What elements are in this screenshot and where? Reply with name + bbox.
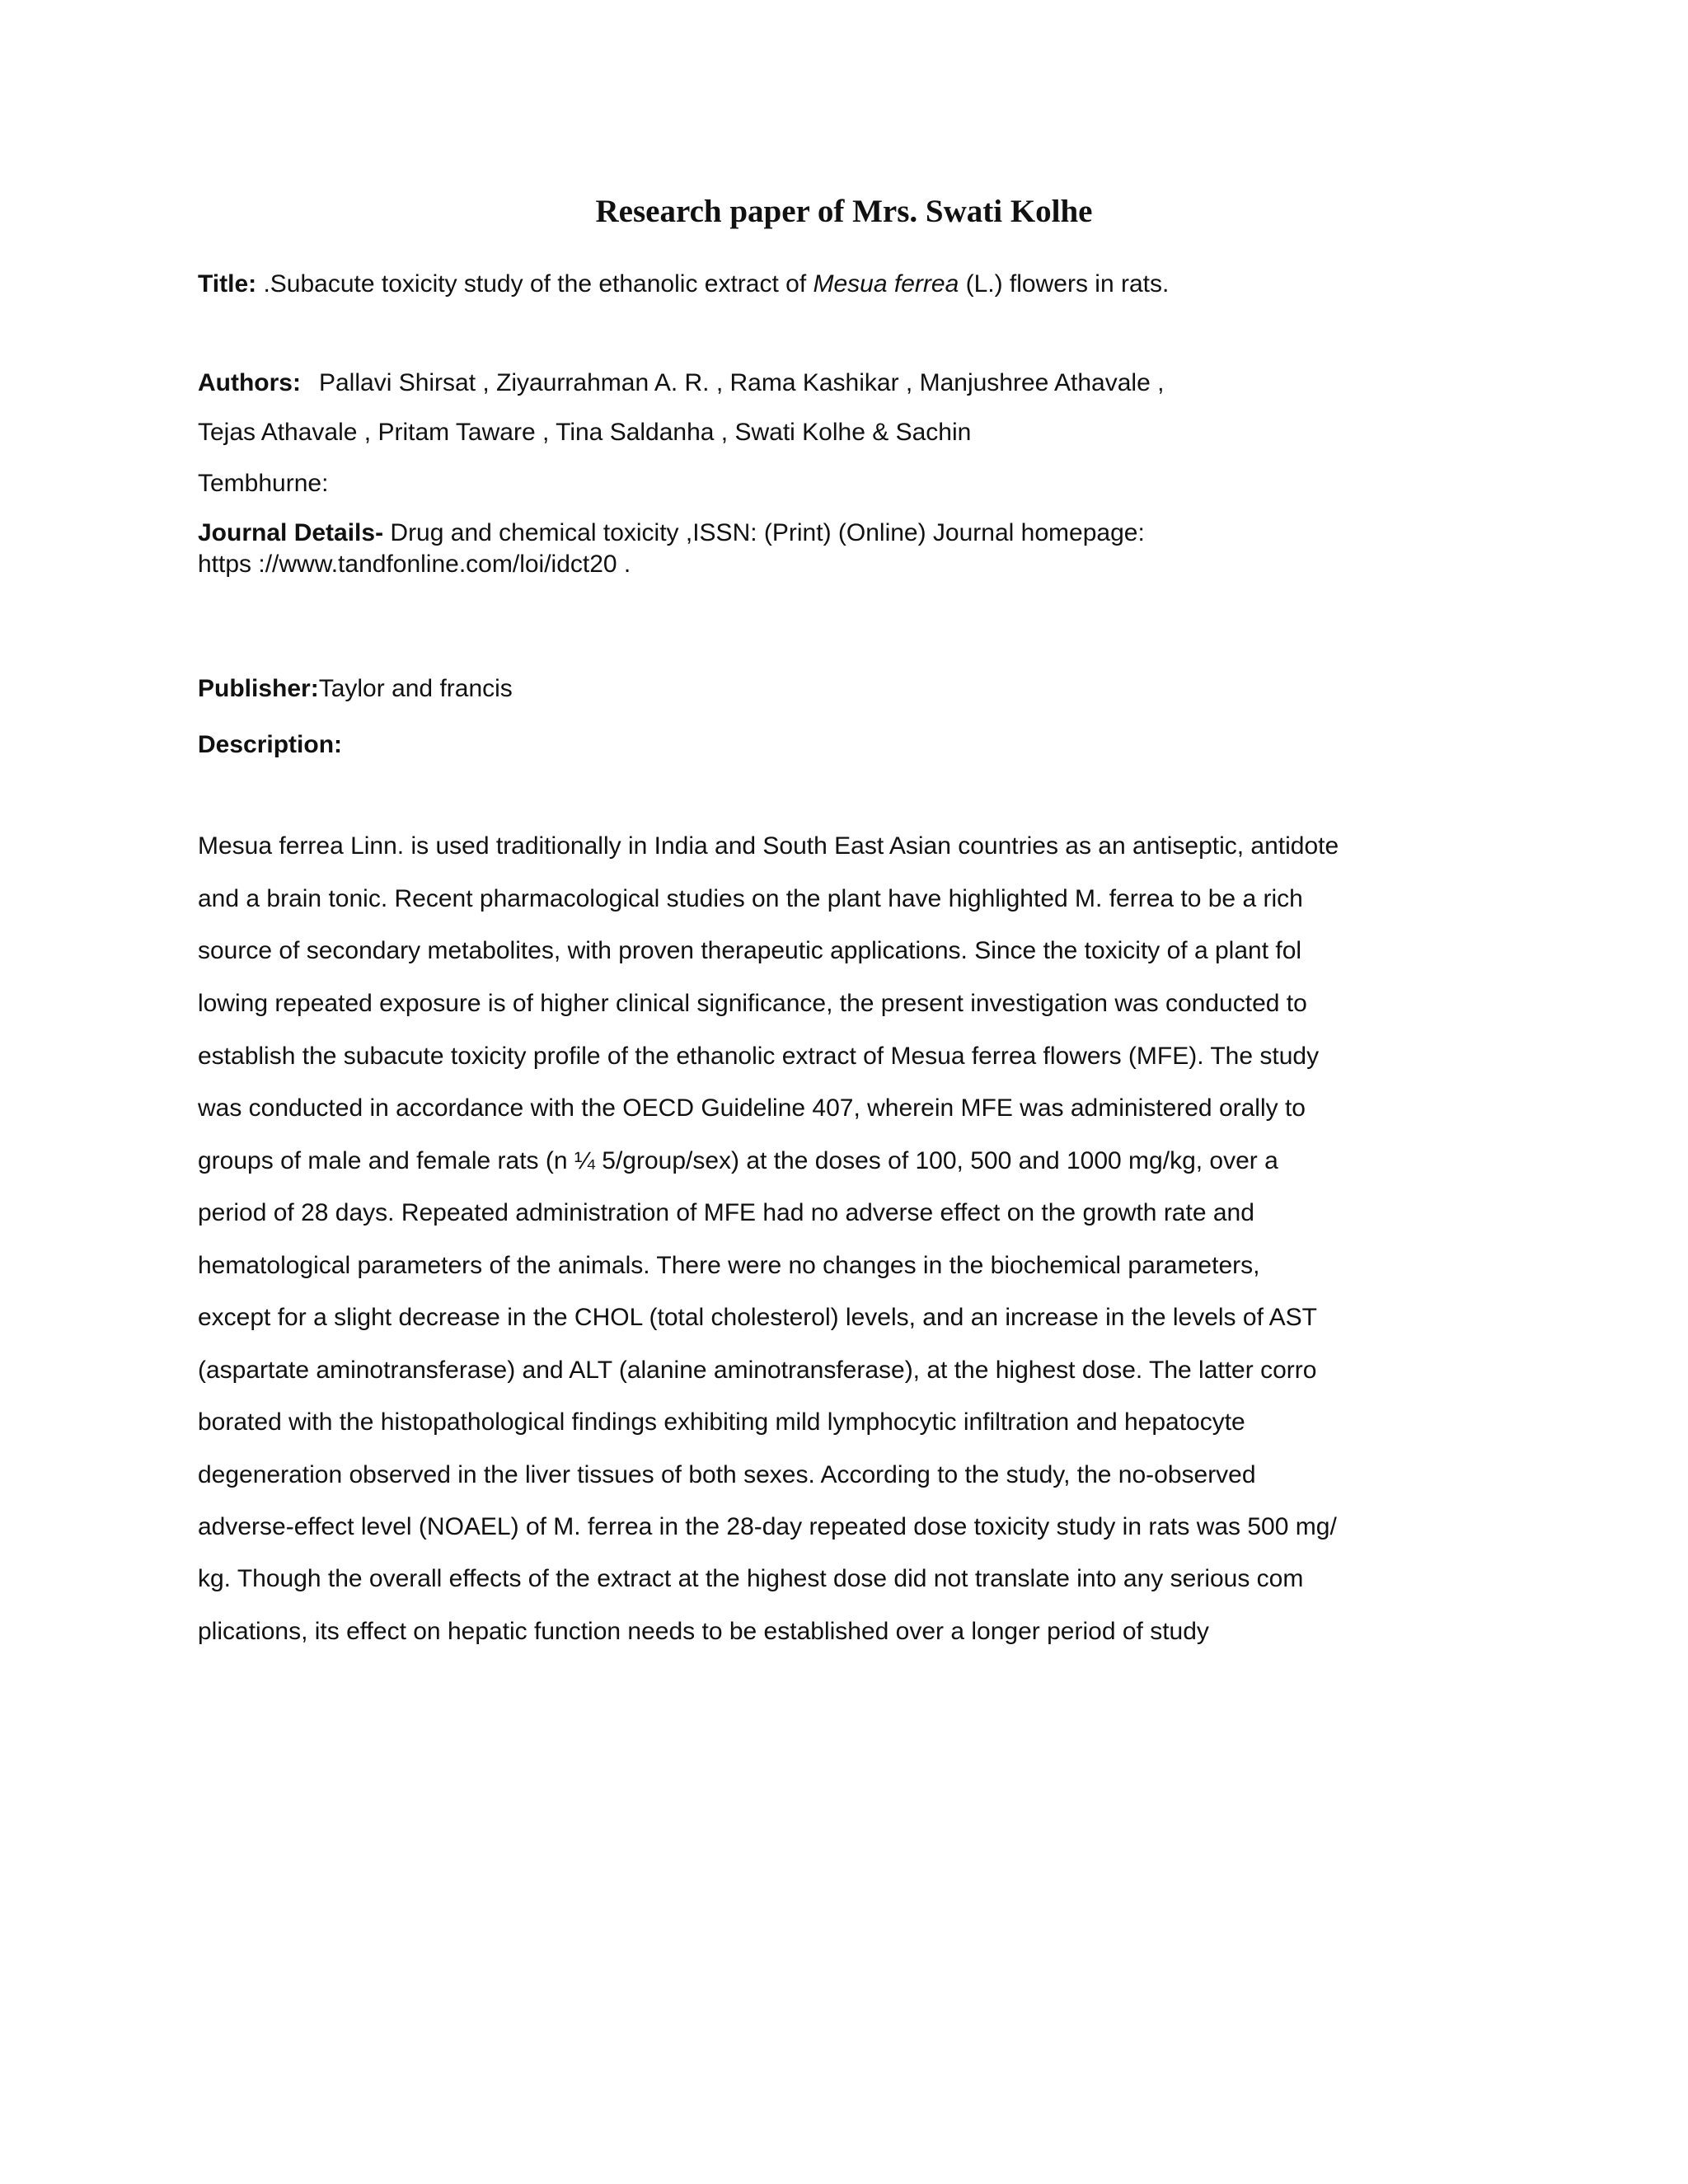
- description-line: kg. Though the overall effects of the extract at the highest dose did not translate into any serious com: [198, 1565, 1304, 1592]
- authors-line-3: Tembhurne:: [198, 470, 329, 497]
- description-line: and a brain tonic. Recent pharmacological studies on the plant have highlighted M. ferrea to be a rich: [198, 885, 1303, 912]
- description-line: degeneration observed in the liver tissues of both sexes. According to the study, the no-observed: [198, 1461, 1256, 1488]
- page-heading: Research paper of Mrs. Swati Kolhe: [595, 194, 1093, 229]
- description-line: groups of male and female rats (n ¼ 5/group/sex) at the doses of 100, 500 and 1000 mg/kg, over a: [198, 1147, 1278, 1174]
- journal-text: Drug and chemical toxicity ,ISSN: (Print) (Online) Journal homepage:: [383, 519, 1145, 546]
- journal-label: Journal Details-: [198, 519, 384, 546]
- title-line: [198, 269, 1169, 300]
- description-line: plications, its effect on hepatic function needs to be established over a longer period of study: [198, 1618, 1209, 1645]
- description-line: borated with the histopathological findings exhibiting mild lymphocytic infiltration and hepatocyte: [198, 1408, 1245, 1436]
- authors-text-1: Pallavi Shirsat , Ziyaurrahman A. R. , Rama Kashikar , Manjushree Athavale ,: [318, 369, 1165, 396]
- description-line: (aspartate aminotransferase) and ALT (alanine aminotransferase), at the highest dose. The latter corro: [198, 1357, 1317, 1384]
- description-line: period of 28 days. Repeated administration of MFE had no adverse effect on the growth rate and: [198, 1199, 1254, 1226]
- description-line: hematological parameters of the animals. There were no changes in the biochemical parameters,: [198, 1252, 1260, 1279]
- journal-line: [198, 518, 1145, 549]
- description-line: except for a slight decrease in the CHOL (total cholesterol) levels, and an increase in the levels of AST: [198, 1304, 1317, 1331]
- publisher-label: Publisher:: [198, 675, 319, 702]
- title-species: Mesua ferrea: [813, 270, 959, 298]
- title-suffix: (L.) flowers in rats.: [959, 270, 1170, 298]
- publisher-line: [198, 673, 513, 705]
- description-label: Description:: [198, 731, 343, 758]
- authors-line-2: Tejas Athavale , Pritam Taware , Tina Saldanha , Swati Kolhe & Sachin: [198, 419, 972, 446]
- publisher-value: Taylor and francis: [318, 675, 513, 702]
- description-line: was conducted in accordance with the OECD Guideline 407, wherein MFE was administered orally to: [198, 1094, 1306, 1122]
- journal-url: https ://www.tandfonline.com/loi/idct20 .: [198, 551, 631, 578]
- description-line: establish the subacute toxicity profile of the ethanolic extract of Mesua ferrea flowers (MFE). The study: [198, 1043, 1320, 1070]
- title-label: Title:: [198, 270, 257, 298]
- description-line: adverse-effect level (NOAEL) of M. ferrea in the 28-day repeated dose toxicity study in rats was 500 mg/: [198, 1513, 1337, 1540]
- authors-label: Authors:: [198, 369, 301, 396]
- description-line: source of secondary metabolites, with proven therapeutic applications. Since the toxicity of a plant fol: [198, 937, 1302, 964]
- description-line: Mesua ferrea Linn. is used traditionally in India and South East Asian countries as an antiseptic, antidote: [198, 832, 1339, 860]
- description-line: lowing repeated exposure is of higher clinical significance, the present investigation was conducted to: [198, 990, 1307, 1017]
- title-prefix: .Subacute toxicity study of the ethanolic extract of: [256, 270, 814, 298]
- authors-line-1: [198, 368, 1164, 399]
